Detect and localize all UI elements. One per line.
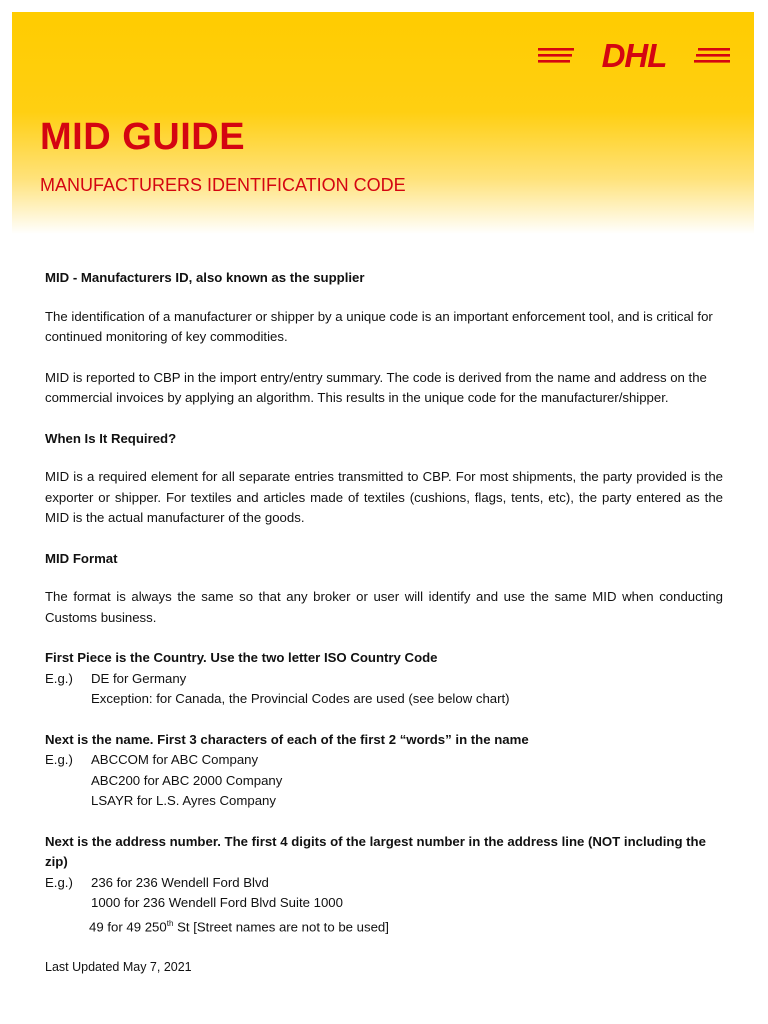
example-line: DE for Germany (91, 670, 187, 686)
paragraph-reporting: MID is reported to CBP in the import entry/entry summary. The code is derived from the name and address on the commercial invoices by applying an algorithm. This results in the unique code for the manufacturer/shipper. (45, 369, 707, 405)
example-line-rest: St [Street names are not to be used] (173, 918, 389, 934)
address-rule (45, 832, 723, 938)
example-label: E.g.) (45, 874, 73, 890)
paragraph-intro: The identification of a manufacturer or shipper by a unique code is an important enforcement tool, and is critical for continued monitoring of key commodities. (45, 308, 713, 344)
example-line: ABCCOM for ABC Company (91, 752, 259, 767)
example-label: E.g.) (45, 752, 73, 767)
example-line-main: 49 for 49 250 (89, 918, 167, 934)
example-line (45, 914, 723, 938)
country-rule (45, 648, 723, 710)
example-line: LSAYR for L.S. Ayres Company (91, 793, 276, 808)
paragraph-format: The format is always the same so that any broker or user will identify and use the same MID when conducting Customs business. (45, 589, 723, 625)
country-rule-heading: First Piece is the Country. Use the two letter ISO Country Code (45, 650, 438, 665)
document-body (45, 268, 723, 957)
name-rule (45, 730, 723, 812)
section-heading-required: When Is It Required? (45, 430, 177, 446)
example-line: ABC200 for ABC 2000 Company (91, 772, 283, 788)
section-heading-mid: MID - Manufacturers ID, also known as the supplier (45, 270, 365, 285)
page-subtitle: MANUFACTURERS IDENTIFICATION CODE (40, 175, 406, 195)
page-title: MID GUIDE (40, 116, 246, 158)
example-line: 1000 for 236 Wendell Ford Blvd Suite 1000 (91, 895, 343, 910)
example-label: E.g.) (45, 670, 73, 686)
last-updated: Last Updated May 7, 2021 (45, 960, 192, 974)
example-line: Exception: for Canada, the Provincial Codes are used (see below chart) (91, 691, 510, 706)
name-rule-heading: Next is the name. First 3 characters of each of the first 2 “words” in the name (45, 731, 529, 747)
svg-text:DHL: DHL (601, 38, 667, 72)
dhl-logo (538, 38, 730, 72)
section-heading-format: MID Format (45, 550, 118, 566)
ordinal-suffix: th (166, 918, 174, 928)
paragraph-required: MID is a required element for all separate entries transmitted to CBP. For most shipments, the party provided is the exporter or shipper. For textiles and articles made of textiles (cushions, flags, tents, etc), the party entered as the MID is the actual manufacturer of the goods. (45, 469, 723, 525)
address-rule-heading: Next is the address number. The first 4 digits of the largest number in the address line (NOT including the zip) (45, 833, 706, 869)
example-line: 236 for 236 Wendell Ford Blvd (91, 874, 269, 890)
